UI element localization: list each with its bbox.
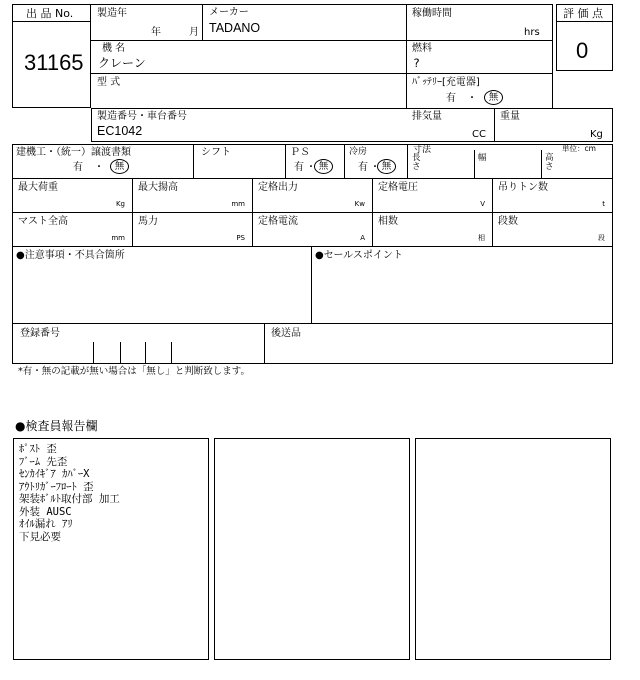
fuel-value: ? (413, 56, 420, 70)
notes-label: ●注意事項・不具合箇所 (16, 250, 125, 261)
maker-label: メーカー (209, 7, 249, 18)
shift-label: シフト (201, 147, 231, 158)
spec-label: 定格電流 (258, 216, 298, 227)
spec-label: 定格出力 (258, 182, 298, 193)
shipping-box (264, 323, 613, 364)
cooling-dot: ・ (370, 162, 380, 173)
transfer-docs-dot: ・ (94, 162, 104, 173)
model-name-label: 機 名 (102, 43, 126, 54)
spec-unit: mm (231, 200, 245, 208)
battery-dot: ・ (467, 93, 477, 104)
report-line: ﾌﾞｰﾑ 先歪 (19, 455, 68, 468)
spec-label: 最大荷重 (18, 182, 58, 193)
manufacture-year-label: 製造年 (97, 8, 127, 19)
spec-unit: mm (111, 234, 125, 242)
footnote: *有・無の記載が無い場合は「無し」と判断致します。 (18, 366, 250, 377)
fuel-label: 燃料 (412, 43, 432, 54)
model-name-value: クレーン (98, 56, 146, 70)
maker-value: TADANO (209, 21, 261, 35)
report-line: ﾎﾟｽﾄ 歪 (19, 443, 57, 455)
inspector-heading: ●検査員報告欄 (15, 419, 98, 433)
displacement-unit: CC (472, 129, 486, 140)
cooling-yes: 有 (358, 162, 368, 173)
weight-label: 重量 (500, 111, 520, 122)
spec-label: 段数 (498, 216, 518, 227)
serial-value: EC1042 (97, 124, 143, 138)
transfer-docs-label: 建機工・（統一）譲渡書類 (16, 147, 131, 158)
lot-number-label: 出 品 No. (26, 7, 74, 20)
report-line: ｵｲﾙ漏れ ｱﾘ (19, 518, 73, 530)
spec-unit: Kg (115, 200, 125, 208)
shipping-label: 後送品 (271, 328, 301, 339)
report-line: 下見必要 (19, 530, 61, 543)
spec-unit: Kw (354, 200, 365, 208)
battery-label: ﾊﾞｯﾃﾘｰ[充電器] (412, 77, 480, 88)
dimensions-unit-note: 単位：cm (562, 144, 596, 153)
registration-label: 登録番号 (20, 328, 60, 339)
spec-unit: 相 (478, 234, 485, 242)
ps-yes: 有 (294, 162, 304, 173)
spec-label: 吊りトン数 (498, 182, 548, 193)
dimension-height-label: 高 さ (545, 153, 554, 172)
ps-no-circled: 無 (314, 159, 333, 174)
report-line: ｾﾝｶｲｷﾞｱ ｶﾊﾞｰX (19, 468, 90, 480)
transfer-docs-yes: 有 (73, 162, 83, 173)
dimensions-label: 寸法 (413, 145, 432, 155)
report-line: 外装 AUSC (19, 505, 72, 518)
rating-value: 0 (576, 38, 589, 63)
dimension-width-label: 幅 (478, 153, 487, 163)
spec-label: 相数 (378, 216, 398, 227)
spec-label: 定格電圧 (378, 182, 418, 193)
displacement-label: 排気量 (412, 111, 442, 122)
hours-label: 稼働時間 (412, 8, 452, 19)
inspector-report-box-3 (415, 438, 611, 660)
inspector-report-box-2 (214, 438, 410, 660)
battery-no-circled: 無 (484, 90, 503, 105)
lot-number-value: 31165 (24, 50, 84, 75)
rating-label: 評 価 点 (563, 7, 603, 20)
spec-unit: A (360, 234, 365, 242)
dimension-length-label: 長 さ (412, 153, 421, 172)
spec-unit: t (602, 200, 605, 208)
serial-label: 製造番号・車台番号 (97, 111, 187, 122)
spec-label: マスト全高 (18, 216, 68, 227)
sales-points-label: ●セールスポイント (315, 250, 403, 261)
cooling-label: 冷房 (349, 147, 368, 157)
inspector-report-lines (19, 443, 204, 543)
spec-label: 最大揚高 (138, 182, 178, 193)
spec-unit: V (480, 200, 485, 208)
cooling-no-circled: 無 (377, 159, 396, 174)
report-line: ｱｳﾄﾘｶﾞｰﾌﾛｰﾄ 歪 (19, 480, 94, 493)
spec-label: 馬力 (138, 216, 158, 227)
month-unit: 月 (189, 27, 199, 38)
battery-yes: 有 (446, 93, 456, 104)
hours-unit: hrs (524, 27, 540, 38)
report-line: 架装ﾎﾞﾙﾄ取付部 加工 (19, 493, 120, 505)
transfer-docs-no-circled: 無 (110, 159, 129, 174)
weight-unit: Kg (590, 129, 603, 140)
ps-dot: ・ (306, 162, 316, 173)
spec-unit: 段 (598, 234, 605, 242)
model-type-label: 型 式 (97, 77, 121, 88)
spec-unit: PS (236, 234, 245, 242)
year-unit: 年 (151, 27, 161, 38)
ps-label: ＰＳ (290, 147, 310, 158)
